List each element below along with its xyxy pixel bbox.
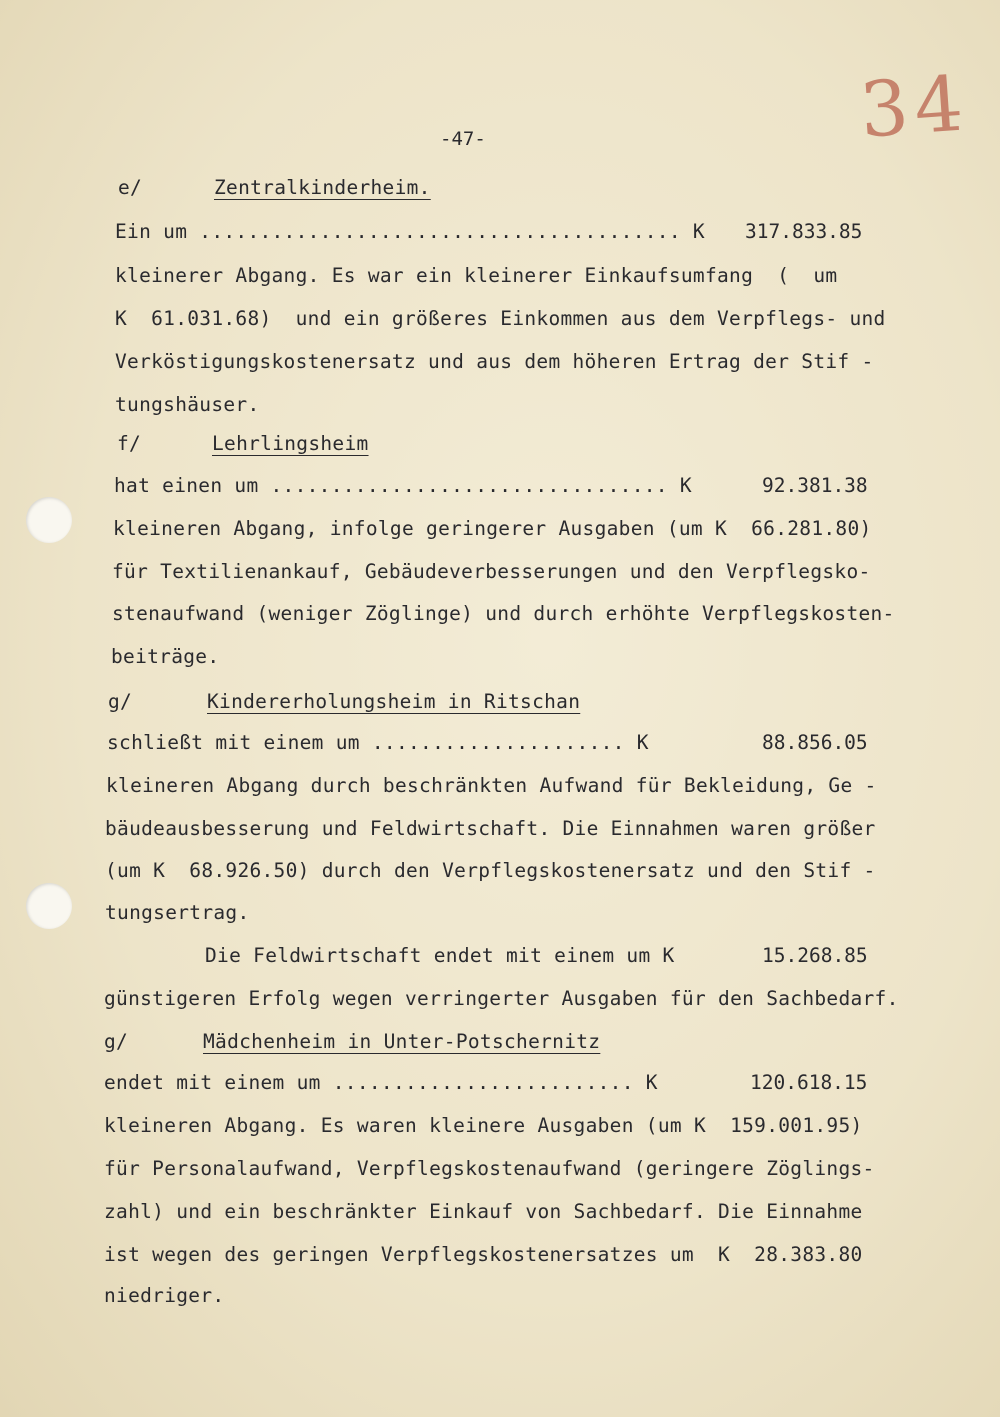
handwritten-folio-number: 34: [857, 58, 972, 155]
section-g1-label: g/: [108, 690, 133, 713]
section-f-line-1: kleineren Abgang, infolge geringerer Ausgaben (um K 66.281.80): [113, 517, 872, 540]
section-g1-para-lead: Die Feldwirtschaft endet mit einem um K: [205, 944, 675, 967]
section-e-lead: Ein um ........................................ K: [115, 220, 705, 243]
section-g2-line-5: niedriger.: [104, 1284, 225, 1307]
section-f-line-2: für Textilienankauf, Gebäudeverbesserungen und den Verpflegsko-: [112, 560, 871, 583]
section-g1-amount: 88.856.05: [762, 731, 868, 754]
section-e-label: e/: [118, 176, 143, 199]
section-f-heading: Lehrlingsheim: [212, 432, 369, 455]
section-g1-para-amount: 15.268.85: [762, 944, 868, 967]
section-e-line-3: Verköstigungskostenersatz und aus dem höheren Ertrag der Stif -: [115, 350, 874, 373]
punch-hole-top: [26, 497, 72, 543]
section-g2-heading: Mädchenheim in Unter-Potschernitz: [203, 1030, 601, 1053]
section-g2-line-1: kleineren Abgang. Es waren kleinere Ausgaben (um K 159.001.95): [104, 1114, 863, 1137]
punch-hole-bottom: [26, 883, 72, 929]
section-g1-heading: Kindererholungsheim in Ritschan: [207, 690, 581, 713]
section-e-line-2: K 61.031.68) und ein größeres Einkommen aus dem Verpflegs- und: [115, 307, 886, 330]
section-g1-lead: schließt mit einem um ..................... K: [107, 731, 649, 754]
section-g1-line-4: tungsertrag.: [105, 901, 250, 924]
section-g2-line-4: ist wegen des geringen Verpflegskostenersatzes um K 28.383.80: [104, 1243, 863, 1266]
section-f-amount: 92.381.38: [762, 474, 868, 497]
section-f-line-3: stenaufwand (weniger Zöglinge) und durch erhöhte Verpflegskosten-: [112, 602, 895, 625]
section-g2-amount: 120.618.15: [750, 1071, 868, 1094]
section-e-line-1: kleinerer Abgang. Es war ein kleinerer Einkaufsumfang ( um: [115, 264, 838, 287]
section-g1-line-1: kleineren Abgang durch beschränkten Aufwand für Bekleidung, Ge -: [106, 774, 877, 797]
section-g1-line-3: (um K 68.926.50) durch den Verpflegskostenersatz und den Stif -: [105, 859, 876, 882]
section-f-lead: hat einen um ................................. K: [114, 474, 692, 497]
section-e-line-4: tungshäuser.: [115, 393, 260, 416]
section-g1-para-line: günstigeren Erfolg wegen verringerter Ausgaben für den Sachbedarf.: [104, 987, 899, 1010]
section-g2-line-2: für Personalaufwand, Verpflegskostenaufwand (geringere Zöglings-: [104, 1157, 875, 1180]
page-number: -47-: [440, 128, 486, 150]
section-f-line-4: beiträge.: [111, 645, 220, 668]
section-g1-line-2: bäudeausbesserung und Feldwirtschaft. Die Einnahmen waren größer: [105, 817, 876, 840]
section-e-heading: Zentralkinderheim.: [214, 176, 431, 199]
section-g2-line-3: zahl) und ein beschränkter Einkauf von Sachbedarf. Die Einnahme: [104, 1200, 863, 1223]
section-g2-lead: endet mit einem um ......................... K: [104, 1071, 658, 1094]
section-e-amount: 317.833.85: [745, 220, 863, 243]
section-g2-label: g/: [104, 1030, 129, 1053]
section-f-label: f/: [117, 432, 142, 455]
